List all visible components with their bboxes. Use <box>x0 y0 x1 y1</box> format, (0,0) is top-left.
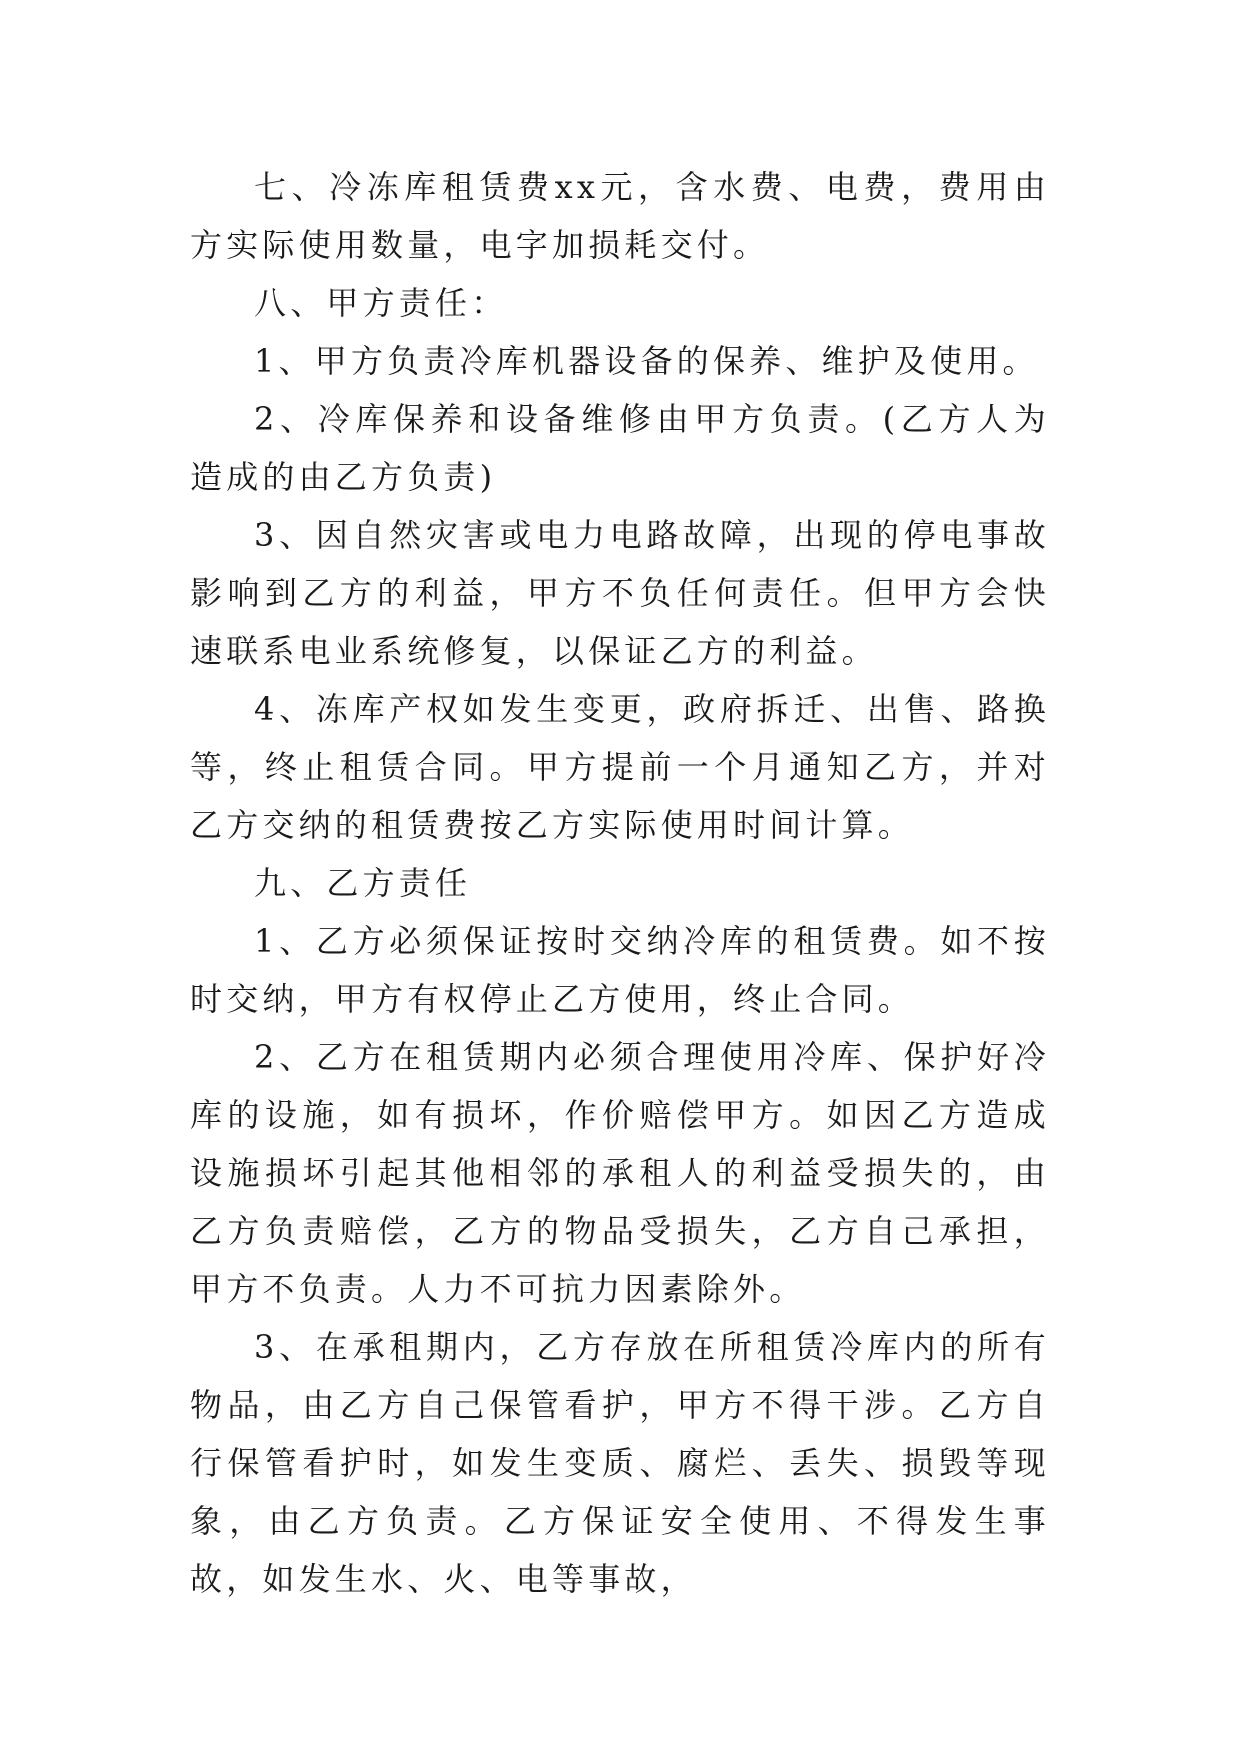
document-body <box>190 158 1050 1608</box>
heading-9-party-b-responsibilities: 九、乙方责任 <box>254 864 472 902</box>
paragraph-9-3: 3、在承租期内，乙方存放在所租赁冷库内的所有物品，由乙方自己保管看护，甲方不得干涉。乙方自行保管看护时，如发生变质、腐烂、丢失、损毁等现象，由乙方负责。乙方保证安全使用、不得发生事故，如发生水、火、电等事故， <box>190 1328 1050 1598</box>
paragraph-8-2: 2、冷库保养和设备维修由甲方负责。(乙方人为造成的由乙方负责) <box>190 400 1050 496</box>
paragraph-8-4: 4、冻库产权如发生变更，政府拆迁、出售、路换等，终止租赁合同。甲方提前一个月通知乙方，并对乙方交纳的租赁费按乙方实际使用时间计算。 <box>190 690 1050 844</box>
paragraph-8-3: 3、因自然灾害或电力电路故障，出现的停电事故影响到乙方的利益，甲方不负任何责任。但甲方会快速联系电业系统修复，以保证乙方的利益。 <box>190 516 1050 670</box>
paragraph-7-rental-fee: 七、冷冻库租赁费xx元，含水费、电费，费用由方实际使用数量，电字加损耗交付。 <box>190 168 1050 264</box>
heading-8-party-a-responsibilities: 八、甲方责任： <box>254 284 508 322</box>
paragraph-9-2: 2、乙方在租赁期内必须合理使用冷库、保护好冷库的设施，如有损坏，作价赔偿甲方。如因乙方造成设施损坏引起其他相邻的承租人的利益受损失的，由乙方负责赔偿，乙方的物品受损失，乙方自己承担，甲方不负责。人力不可抗力因素除外。 <box>190 1038 1050 1308</box>
paragraph-9-1: 1、乙方必须保证按时交纳冷库的租赁费。如不按时交纳，甲方有权停止乙方使用，终止合同。 <box>190 922 1050 1018</box>
paragraph-8-1: 1、甲方负责冷库机器设备的保养、维护及使用。 <box>254 342 1039 380</box>
